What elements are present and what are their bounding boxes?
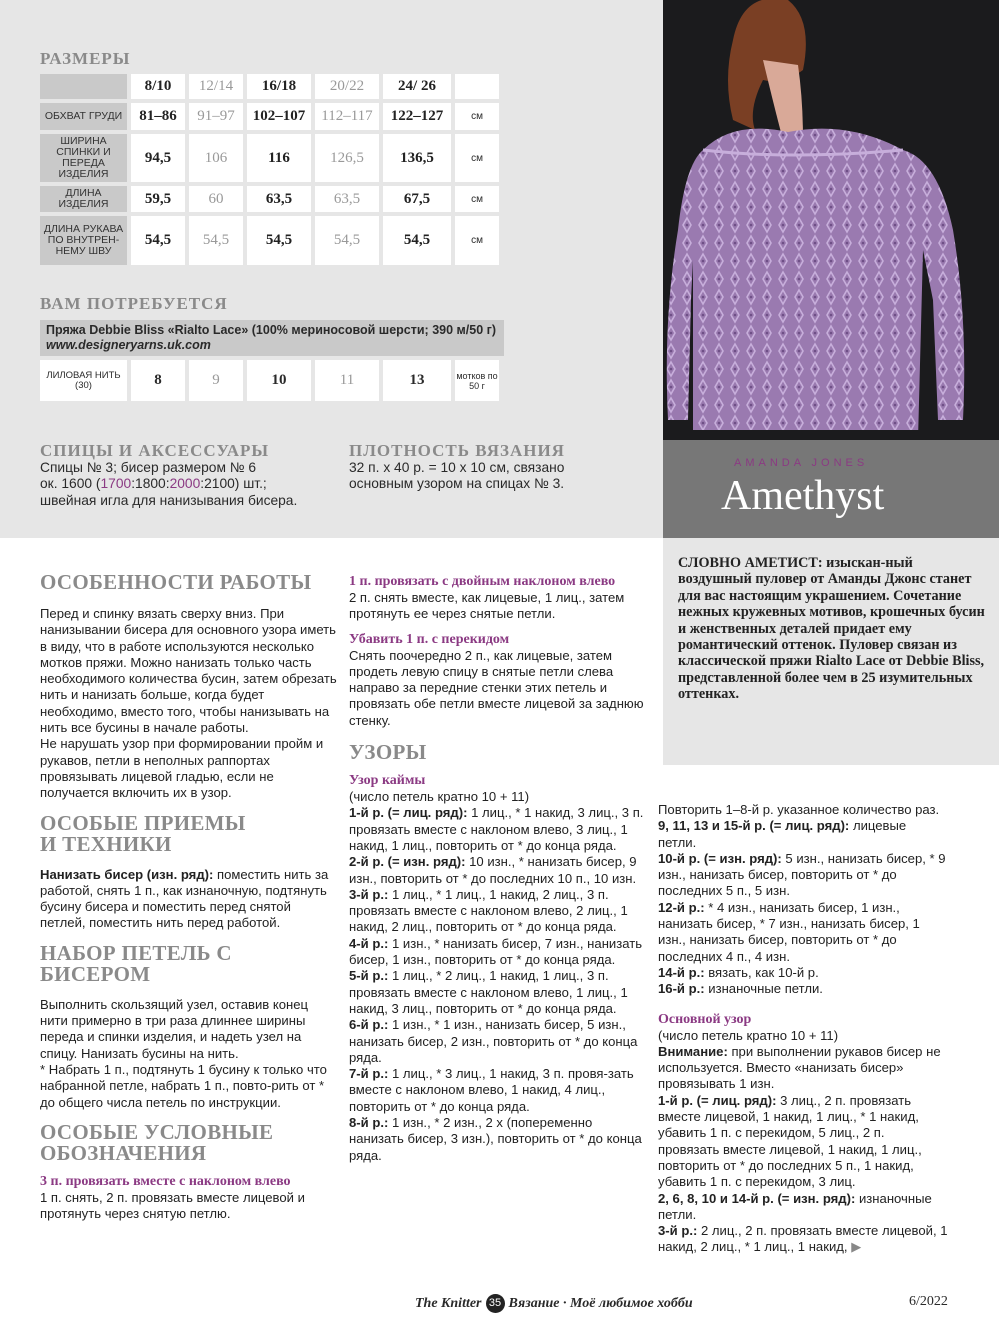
yarn-bar (40, 320, 504, 356)
sizes-title: РАЗМЕРЫ (40, 49, 131, 68)
size-header: 12/14 (189, 74, 243, 99)
row-label: ОБХВАТ ГРУДИ (40, 103, 127, 130)
needles-text: Спицы № 3; бисер размером № 6 ок. 1600 (1700:1800:2000:2100) шт.; швейная игла для нанизывания бисера. (40, 460, 298, 508)
title-box (663, 440, 999, 538)
sweater-photo (663, 0, 999, 440)
heading-abbreviations: ОСОБЫЕ УСЛОВНЫЕ ОБОЗНАЧЕНИЯ (40, 1119, 274, 1165)
yarn-amounts: ЛИЛОВАЯ НИТЬ (30) 8 9 10 11 13 мотков по 50 г (40, 360, 499, 401)
yarn-url[interactable]: www.designeryarns.uk.com (46, 338, 211, 352)
issue-number: 6/2022 (909, 1294, 948, 1309)
size-header: 24/ 26 (383, 74, 451, 99)
heading-patterns: УЗОРЫ (349, 740, 427, 765)
column-1: ОСОБЕННОСТИ РАБОТЫ Перед и спинку вязать сверху вниз. При нанизывании бисера для основного узора иметь в виду, что в работе используются несколько мотков пряжи. Можно нанизать только часть необходимого количества бусин, затем обрезать нить и нанизать больше, когда будет необходимо, вместо того, чтобы нанизывать на нить все бусины в начале работы. Не нарушать узор при формировании пройм и рукавов, петли в неполных раппортах провязывать лицевой гладью, если не получается включить их в узор. ОСОБЫЕ ПРИЕМЫ И ТЕХНИКИ Нанизать бисер (изн. ряд): поместить нить за работой, снять 1 п., как изнаночную, подтянуть бусину бисера и поместить перед снятой петлей, поместить нить перед работой. НАБОР ПЕТЕЛЬ С БИСЕРОМ Выполнить скользящий узел, оставив конец нити примерно в три раза длиннее ширины переда и спинки изделия, и надеть узел на спицу. Нанизать бусины на нить. * Набрать 1 п., подтянуть 1 бусину к только что набранной петле, набрать 1 п., повто-рить от * до общего числа петель по инструкции. ОСОБЫЕ УСЛОВНЫЕ ОБОЗНАЧЕНИЯ 3 п. провязать вместе с наклоном влево 1 п. снять, 2 п. провязать вместе лицевой и протянуть через снятую петлю. (40, 570, 337, 1222)
size-header: 8/10 (131, 74, 185, 99)
column-3: Повторить 1–8-й р. указанное количество раз. 9, 11, 13 и 15-й р. (= лиц. ряд): лицевые петли. 10-й р. (= изн. ряд): 5 изн., нанизать бисер, * 9 изн., нанизать бисер, повторить от * до последних 5 п., 5 изн. 12-й р.: * 4 изн., нанизать бисер, 1 изн., нанизать бисер, * 7 изн., нанизать бисер, 1 изн., нанизать бисер, повторить от * до последних 4 п., 4 изн. 14-й р.: вязать, как 10-й р. 16-й р.: изнаночные петли. Основной узор (число петель кратно 10 + 11) Внимание: при выполнении рукавов бисер не используется. Вместо «нанизать бисер» провязывать 1 изн. 1-й р. (= лиц. ряд): 3 лиц., 2 п. провязать вместе лицевой, 1 накид, 1 лиц., * 1 накид, убавить 1 п. с перекидом, 5 лиц., 2 п. провязать вместе лицевой, 1 накид, 1 лиц., повторить от * до последних 5 п., 1 накид, убавить 1 п. с перекидом, 3 лиц. 2, 6, 8, 10 и 14-й р. (= изн. ряд): изнаночные петли. 3-й р.: 2 лиц., 2 п. провязать вместе лицевой, 1 накид, 2 лиц., * 1 лиц., 1 накид, ▶ (658, 802, 948, 1255)
row-label: ШИРИНА СПИНКИ И ПЕРЕДА ИЗДЕЛИЯ (40, 134, 127, 182)
intro-box: СЛОВНО АМЕТИСТ: изыскан-ный воздушный пуловер от Аманды Джонс станет для вас настоящим украшением. Сочетание нежных кружевных мотивов, крошечных бусин и женственных деталей придает ему романтический оттенок. Пуловер связан из классической пряжи Rialto Lace от Debbie Bliss, представленной более чем в 25 изумительных оттенках. (663, 538, 999, 765)
magazine-name: The Knitter (415, 1295, 482, 1311)
photo-illustration (663, 0, 999, 440)
row-label: ДЛИНА ИЗДЕЛИЯ (40, 186, 127, 212)
magazine-subtitle: Вязание · Моё любимое хобби (508, 1295, 693, 1311)
heading-techniques: ОСОБЫЕ ПРИЕМЫ И ТЕХНИКИ (40, 810, 246, 856)
heading-cast-on: НАБОР ПЕТЕЛЬ С БИСЕРОМ (40, 940, 232, 986)
yarn-text: Пряжа Debbie Bliss «Rialto Lace» (100% мериносовой шерсти; 390 м/50 г) (46, 323, 496, 337)
continue-arrow-icon: ▶ (851, 1239, 862, 1255)
size-header: 16/18 (247, 74, 311, 99)
footer (0, 1294, 999, 1314)
gauge-text: 32 п. х 40 р. = 10 х 10 см, связано основным узором на спицах № 3. (349, 460, 565, 492)
row-label: ДЛИНА РУКАВА ПО ВНУТРЕН-НЕМУ ШВУ (40, 216, 127, 265)
sizes-table: 8/10 12/14 16/18 20/22 24/ 26 ОБХВАТ ГРУДИ 81–86 91–97 102–107 112–117 122–127 см ШИРИНА СПИНКИ И ПЕРЕДА ИЗДЕЛИЯ 94,5 106 116 126,5 136,5 см ДЛИНА ИЗДЕЛИЯ 59,5 60 63,5 63,5 67,5 см ДЛИНА РУКАВА ПО ВНУТРЕН-НЕМУ ШВУ 54,5 54,5 54,5 54,5 54,5 см (36, 70, 503, 269)
heading-features: ОСОБЕННОСТИ РАБОТЫ (40, 570, 312, 594)
column-2: 1 п. провязать с двойным наклоном влево 2 п. снять вместе, как лицевые, 1 лиц., затем протянуть ее через снятые петли. Убавить 1 п. с перекидом Снять поочередно 2 п., как лицевые, затем продеть левую спицу в снятые петли слева направо за передние стенки этих петель и провязать обе петли вместе лицевой за заднюю стенку. УЗОРЫ Узор каймы (число петель кратно 10 + 11) 1-й р. (= лиц. ряд): 1 лиц., * 1 накид, 3 лиц., 3 п. провязать вместе с наклоном влево, 3 лиц., 1 накид, 1 лиц., повторить от * до конца ряда. 2-й р. (= изн. ряд): 10 изн., * нанизать бисер, 9 изн., повторить от * до последних 10 п., 10 изн. 3-й р.: 1 лиц., * 1 лиц., 1 накид, 2 лиц., 3 п. провязать вместе с наклоном влево, 2 лиц., 1 накид, 2 лиц., повторить от * до конца ряда. 4-й р.: 1 изн., * нанизать бисер, 7 изн., нанизать бисер, 1 изн., повторить от * до конца ряда. 5-й р.: 1 лиц., * 2 лиц., 1 накид, 1 лиц., 3 п. провязать вместе с наклоном влево, 1 лиц., 1 накид, 3 лиц., повторить от * до конца ряда. 6-й р.: 1 изн., * 1 изн., нанизать бисер, 5 изн., нанизать бисер, 2 изн., повторить от * до конца ряда. 7-й р.: 1 лиц., * 3 лиц., 1 накид, 3 п. провя-зать вместе с наклоном влево, 1 накид, 4 лиц., повторить от * до конца ряда. 8-й р.: 1 изн., * 2 изн., 2 х (попеременно нанизать бисер, 3 изн.), повторить от * до конца ряда. (349, 574, 644, 1163)
needles-title: СПИЦЫ И АКСЕССУАРЫ (40, 441, 270, 460)
designer-name: AMANDA JONES (734, 457, 869, 469)
pattern-name: Amethyst (721, 473, 885, 519)
page-number: 35 (486, 1294, 505, 1313)
size-header: 20/22 (315, 74, 379, 99)
gauge-title: ПЛОТНОСТЬ ВЯЗАНИЯ (349, 441, 565, 460)
yarn-unit: мотков по 50 г (455, 360, 499, 401)
need-title: ВАМ ПОТРЕБУЕТСЯ (40, 294, 228, 313)
yarn-color-label: ЛИЛОВАЯ НИТЬ (30) (40, 360, 127, 401)
